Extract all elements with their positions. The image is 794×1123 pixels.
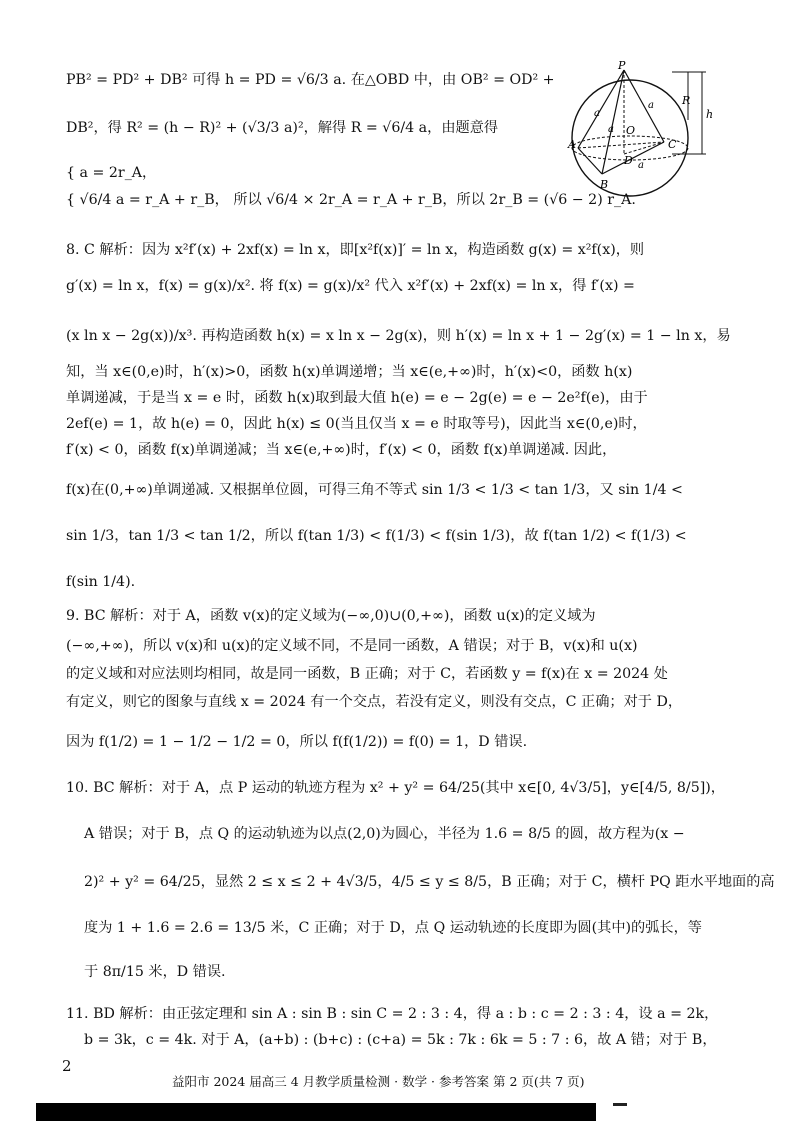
text-line: A 错误；对于 B，点 Q 的运动轨迹为以点(2,0)为圆心，半径为 1.6 = 8/5 的圆，故方程为(x − bbox=[84, 826, 685, 842]
text-line: 8. C 解析：因为 x²f′(x) + 2xf(x) = ln x，即[x²f(x)]′ = ln x，构造函数 g(x) = x²f(x)，则 bbox=[66, 242, 645, 258]
text-line: { a = 2r_A， bbox=[66, 165, 157, 181]
label-O: O bbox=[626, 124, 636, 137]
scan-mark bbox=[613, 1103, 627, 1106]
label-a-right: a bbox=[648, 100, 654, 111]
sphere-pyramid-figure bbox=[560, 60, 720, 200]
text-line: 的定义域和对应法则均相同，故是同一函数，B 正确；对于 C，若函数 y = f(x)在 x = 2024 处 bbox=[66, 666, 668, 682]
text-line: { √6/4 a = r_A + r_B， 所以 √6/4 × 2r_A = r_A + r_B，所以 2r_B = (√6 − 2) r_A. bbox=[66, 192, 636, 208]
label-P: P bbox=[618, 60, 626, 72]
text-line: f′(x) < 0，函数 f(x)单调递减；当 x∈(e,+∞)时，f′(x) < 0，函数 f(x)单调递减. 因此， bbox=[66, 442, 617, 458]
text-line: sin 1/3，tan 1/3 < tan 1/2，所以 f(tan 1/3) < f(1/3) < f(sin 1/3)，故 f(tan 1/2) < f(1/3) < bbox=[66, 528, 687, 544]
text-line: 有定义，则它的图象与直线 x = 2024 有一个交点，若没有定义，则没有交点，C 正确；对于 D， bbox=[66, 694, 683, 710]
page-number: 2 bbox=[62, 1057, 72, 1075]
text-line: 度为 1 + 1.6 = 2.6 = 13/5 米，C 正确；对于 D，点 Q 运动轨迹的长度即为圆(其中)的弧长，等 bbox=[84, 920, 702, 936]
footer-caption: 益阳市 2024 届高三 4 月教学质量检测 · 数学 · 参考答案 第 2 页(共 7 页) bbox=[172, 1074, 585, 1089]
text-line: PB² = PD² + DB² 可得 h = PD = √6/3 a. 在△OBD 中，由 OB² = OD² + bbox=[66, 72, 555, 88]
text-line: b = 3k，c = 4k. 对于 A，(a+b) : (b+c) : (c+a) = 5k : 7k : 6k = 5 : 7 : 6，故 A 错；对于 B， bbox=[84, 1032, 717, 1048]
text-line: (−∞,+∞)，所以 v(x)和 u(x)的定义域不同，不是同一函数，A 错误；对于 B，v(x)和 u(x) bbox=[66, 638, 638, 654]
text-line: 知，当 x∈(0,e)时，h′(x)>0，函数 h(x)单调递增；当 x∈(e,+∞)时，h′(x)<0，函数 h(x) bbox=[66, 364, 633, 380]
label-a-front: a bbox=[608, 124, 614, 135]
text-line: 2)² + y² = 64/25，显然 2 ≤ x ≤ 2 + 4√3/5，4/5 ≤ y ≤ 8/5，B 正确；对于 C，横杆 PQ 距水平地面的高 bbox=[84, 874, 775, 890]
text-line: 10. BC 解析：对于 A，点 P 运动的轨迹方程为 x² + y² = 64/25(其中 x∈[0, 4√3/5]，y∈[4/5, 8/5])， bbox=[66, 780, 725, 796]
text-line: f(sin 1/4). bbox=[66, 574, 136, 590]
label-R: R bbox=[682, 94, 691, 107]
label-a-left: a bbox=[594, 108, 600, 119]
label-C: C bbox=[668, 138, 677, 151]
text-line: 2ef(e) = 1，故 h(e) = 0，因此 h(x) ≤ 0(当且仅当 x = e 时取等号)，因此当 x∈(0,e)时， bbox=[66, 416, 647, 432]
text-line: 因为 f(1/2) = 1 − 1/2 − 1/2 = 0，所以 f(f(1/2)) = f(0) = 1，D 错误. bbox=[66, 734, 528, 750]
scan-black-bar bbox=[36, 1103, 596, 1121]
label-A: A bbox=[568, 138, 576, 151]
text-line: (x ln x − 2g(x))/x³. 再构造函数 h(x) = x ln x − 2g(x)，则 h′(x) = ln x + 1 − 2g′(x) = 1 − ln x，易 bbox=[66, 328, 731, 344]
text-line: 于 8π/15 米，D 错误. bbox=[84, 964, 226, 980]
text-line: f(x)在(0,+∞)单调递减. 又根据单位圆，可得三角不等式 sin 1/3 < 1/3 < tan 1/3，又 sin 1/4 < bbox=[66, 482, 683, 498]
text-line: 9. BC 解析：对于 A，函数 v(x)的定义域为(−∞,0)∪(0,+∞)，函数 u(x)的定义域为 bbox=[66, 608, 596, 624]
text-line: DB²，得 R² = (h − R)² + (√3/3 a)²，解得 R = √6/4 a，由题意得 bbox=[66, 120, 499, 136]
label-h: h bbox=[706, 108, 714, 121]
text-line: 单调递减，于是当 x = e 时，函数 h(x)取到最大值 h(e) = e − 2g(e) = e − 2e²f(e)，由于 bbox=[66, 390, 648, 406]
label-B: B bbox=[600, 178, 609, 191]
label-D: D bbox=[624, 154, 633, 167]
label-a-base: a bbox=[638, 160, 644, 171]
text-line: g′(x) = ln x，f(x) = g(x)/x². 将 f(x) = g(x)/x² 代入 x²f′(x) + 2xf(x) = ln x，得 f′(x) = bbox=[66, 278, 635, 294]
text-line: 11. BD 解析：由正弦定理和 sin A : sin B : sin C = 2 : 3 : 4，得 a : b : c = 2 : 3 : 4，设 a = 2k， bbox=[66, 1006, 719, 1022]
